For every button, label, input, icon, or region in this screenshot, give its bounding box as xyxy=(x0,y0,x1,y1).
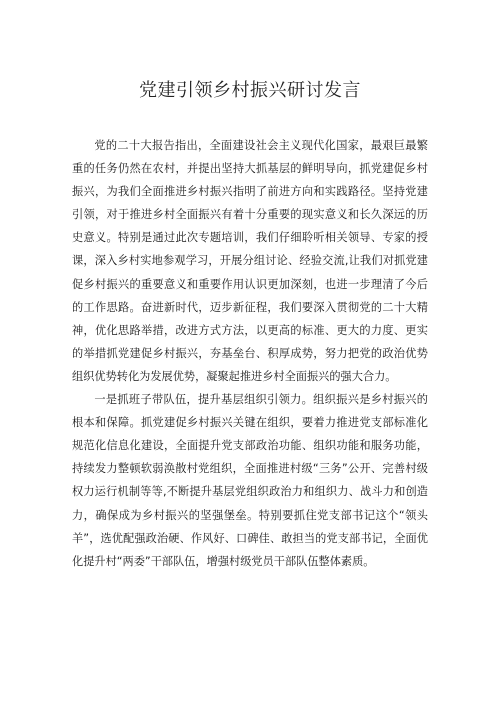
paragraph-intro: 党的二十大报告指出，全面建设社会主义现代化国家，最艰巨最繁重的任务仍然在农村，并提出坚持大抓基层的鲜明导向，抓党建促乡村振兴，为我们全面推进乡村振兴指明了前进方向和实践路径。坚持党建引领，对于推进乡村全面振兴有着十分重要的现实意义和长久深远的历史意义。特别是通过此次专题培训，我们仔细聆听相关领导、专家的授课，深入乡村实地参观学习，开展分组讨论、经验交流,让我们对抓党建促乡村振兴的重要意义和重要作用认识更加深刻，也进一步理清了今后的工作思路。奋进新时代，迈步新征程，我们要深入贯彻党的二十大精神，优化思路举措，改进方式方法，以更高的标准、更大的力度、更实的举措抓党建促乡村振兴，夯基垒台、积厚成势，努力把党的政治优势组织优势转化为发展优势，凝聚起推进乡村全面振兴的强大合力。 xyxy=(72,139,428,383)
document-body xyxy=(72,134,428,573)
document-title: 党建引领乡村振兴研讨发言 xyxy=(139,80,361,101)
paragraph-point-one: 一是抓班子带队伍，提升基层组织引领力。组织振兴是乡村振兴的根本和保障。抓党建促乡村振兴关键在组织，要着力推进党支部标准化规范化信息化建设，全面提升党支部政治功能、组织功能和服务功能，持续发力整顿软弱涣散村党组织，全面推进村级“三务”公开、完善村级权力运行机制等等,不断提升基层党组织政治力和组织力、战斗力和创造力，确保成为乡村振兴的坚强堡垒。特别要抓住党支部书记这个“领头羊”，选优配强政治硬、作风好、口碑佳、敢担当的党支部书记，全面优化提升村“两委”干部队伍，增强村级党员干部队伍整体素质。 xyxy=(72,393,428,568)
